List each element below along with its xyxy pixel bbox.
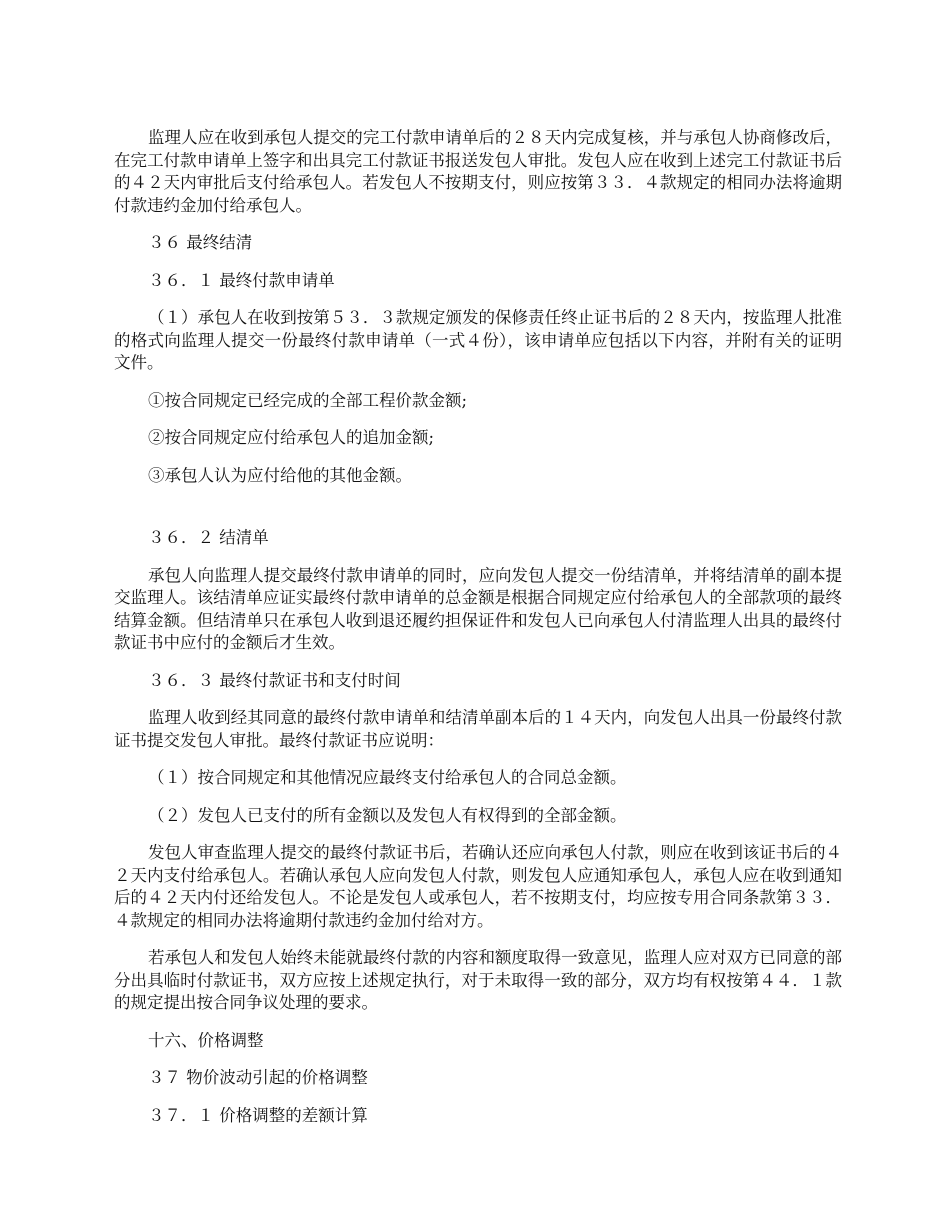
paragraph-final-payment-application: （１）承包人在收到按第５３．３款规定颁发的保修责任终止证书后的２８天内，按监理人批准的格式向监理人提交一份最终付款申请单（一式４份），该申请单应包括以下内容，并附有关的证明文件。 bbox=[114, 308, 842, 372]
heading-settlement-statement: ３６．２ 结清单 bbox=[148, 528, 269, 547]
paragraph-final-payment-certificate: 监理人收到经其同意的最终付款申请单和结清单副本后的１４天内，向发包人出具一份最终付款证书提交发包人审批。最终付款证书应说明： bbox=[114, 708, 842, 750]
list-item-completed-works-amount: ①按合同规定已经完成的全部工程价款金额; bbox=[148, 390, 468, 410]
list-item-total-contract-amount: （１）按合同规定和其他情况应最终支付给承包人的合同总金额。 bbox=[148, 768, 627, 787]
document-body bbox=[114, 127, 842, 1142]
heading-price-fluctuation: ３７ 物价波动引起的价格调整 bbox=[148, 1068, 368, 1087]
list-item-other-amounts: ③承包人认为应付给他的其他金额。 bbox=[148, 465, 412, 485]
list-item-additional-amount: ②按合同规定应付给承包人的追加金额; bbox=[148, 428, 435, 447]
paragraph-dispute-handling: 若承包人和发包人始终未能就最终付款的内容和额度取得一致意见，监理人应对双方已同意的部分出具临时付款证书，双方应按上述规定执行，对于未取得一致的部分，双方均有权按第４４．１款的规定提出按合同争议处理的要求。 bbox=[114, 948, 842, 1012]
heading-final-settlement: ３６ 最终结清 bbox=[148, 233, 253, 252]
paragraph-settlement-statement: 承包人向监理人提交最终付款申请单的同时，应向发包人提交一份结清单，并将结清单的副本提交监理人。该结清单应证实最终付款申请单的总金额是根据合同规定应付给承包人的全部款项的最终结算金额。但结清单只在承包人收到退还履约担保证件和发包人已向承包人付清监理人出具的最终付款证书中应付的金额后才生效。 bbox=[114, 565, 842, 652]
paragraph-completion-payment-review: 监理人应在收到承包人提交的完工付款申请单后的２８天内完成复核，并与承包人协商修改后，在完工付款申请单上签字和出具完工付款证书报送发包人审批。发包人应在收到上述完工付款证书后的４２天内审批后支付给承包人。若发包人不按期支付，则应按第３３．４款规定的相同办法将逾期付款违约金加付给承包人。 bbox=[114, 128, 842, 215]
heading-price-adjustment: 十六、价格调整 bbox=[148, 1030, 264, 1050]
list-item-amounts-paid: （２）发包人已支付的所有金额以及发包人有权得到的全部金额。 bbox=[148, 805, 627, 825]
paragraph-payment-review: 发包人审查监理人提交的最终付款证书后，若确认还应向承包人付款，则应在收到该证书后的４２天内支付给承包人。若确认承包人应向发包人付款，则发包人应通知承包人，承包人应在收到通知后的４２天内付还给发包人。不论是发包人或承包人，若不按期支付，均应按专用合同条款第３３．４款规定的相同办法将逾期付款违约金加付给对方。 bbox=[114, 843, 842, 930]
heading-difference-calculation: ３７．１ 价格调整的差额计算 bbox=[148, 1105, 368, 1125]
heading-final-payment-certificate: ３６．３ 最终付款证书和支付时间 bbox=[148, 670, 401, 690]
heading-final-payment-application: ３６．１ 最终付款申请单 bbox=[148, 270, 335, 290]
